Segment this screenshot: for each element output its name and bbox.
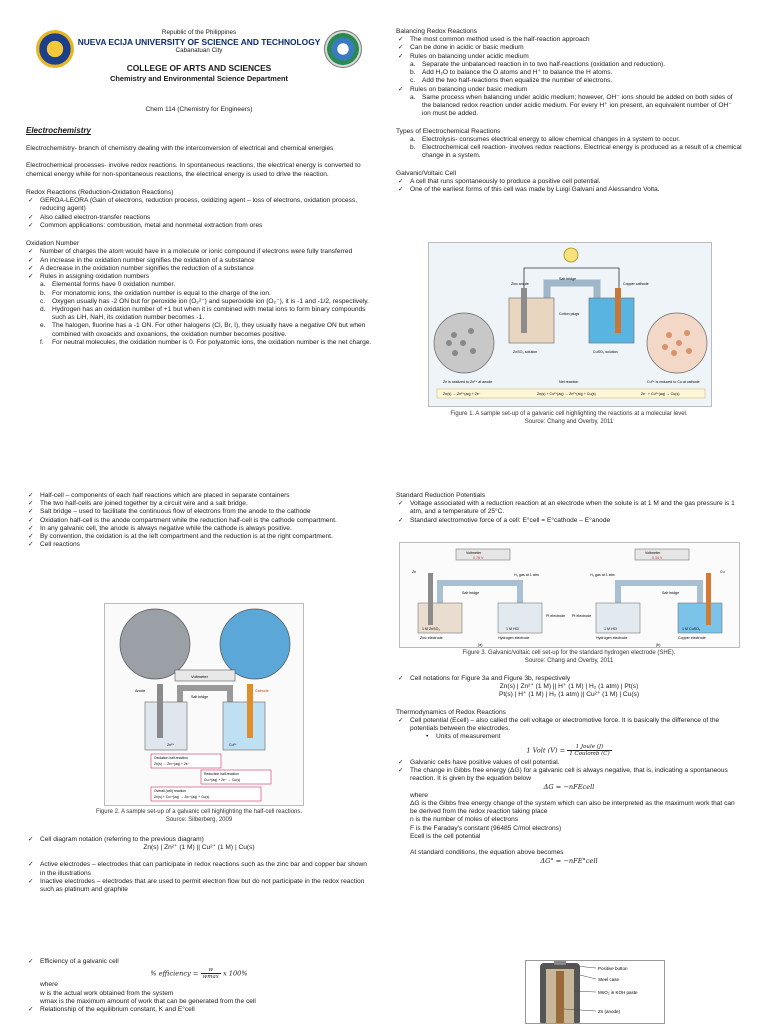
label-zn: Zn [412, 570, 417, 574]
rule-text: For neutral molecules, the oxidation number is 0. For polyatomic ions, the oxidation number is the net charge. [52, 338, 372, 346]
copper-electrode [247, 684, 253, 738]
label-salt-bridge: Salt bridge [559, 277, 577, 281]
label-h2-a: H₂ gas at 1 atm [514, 573, 539, 577]
where-label: where [410, 791, 428, 799]
caption-line: Figure 1. A sample set-up of a galvanic cell highlighting the reactions at a molecular level. [450, 411, 688, 417]
list-item: ✓ Galvanic cells have positive values of cell potential. [396, 759, 742, 767]
list-item: ✓ One of the earliest forms of this cell was made by Luigi Galvani and Alessandro Volta. [396, 186, 742, 194]
volt-fraction [567, 744, 611, 757]
list-item: ✓ A decrease in the oxidation number signifies the reduction of a substance [26, 265, 372, 273]
list-item: ✓ Inactive electrodes – electrodes that are used to permit electron flow but do not participate in the redox reaction such as platinum and graphite [26, 878, 372, 894]
college-name: COLLEGE OF ARTS AND SCIENCES [126, 63, 272, 74]
republic-line: Republic of the Philippines [161, 29, 237, 36]
figure-3-illustration [400, 543, 740, 648]
right-column-notations [396, 675, 742, 866]
rule-text: Elemental forms have 0 oxidation number. [52, 281, 176, 289]
leader-line [580, 975, 596, 979]
label-net-reaction: Net reaction [559, 380, 579, 384]
hydrogen-beaker-b [596, 603, 640, 633]
list-item: ✓ Voltage associated with a reduction reaction at an electrode when the solute is at 1 M and the gas pressure is 1 atm, and a temperature of 25°C. [396, 500, 742, 516]
rule-letter: a. [40, 281, 46, 289]
e-definition: Ecell is the cell potential [410, 832, 481, 840]
label-panel-a: (a) [478, 643, 483, 647]
list-item: ✓ Also called electron-transfer reactions [26, 214, 372, 222]
label-copper-electrode: Copper electrode [678, 636, 706, 640]
label-zn-oxidized: Zn is oxidized to Zn²⁺ at anode [443, 380, 493, 384]
cell-notation-b: Pt(s) | H⁺ (1 M) | H₂ (1 atm) || Cu²⁺ (1 M) | Cu(s) [498, 691, 640, 699]
list-item: ✓ Rules on balancing under basic medium [396, 86, 742, 94]
voltage-a: 0.76 V [473, 556, 484, 560]
label-overall: Overall (cell) reaction [154, 789, 187, 793]
efficiency-fraction [201, 967, 221, 980]
list-item: ✓ Relationship of the equilibrium constant, K and E°cell [26, 1006, 372, 1014]
label-panel-b: (b) [656, 643, 661, 647]
delta-g-definition: ΔG is the Gibbs free energy change of the system which can also be interpreted as the maximum work that can be derived from the redox reaction taking place [410, 799, 735, 816]
zinc-electrode [521, 288, 527, 333]
cathode-molecular-view [220, 609, 290, 679]
standard-gibbs-equation: ΔG° = −nFE°cell [540, 857, 598, 866]
copper-electrode [615, 288, 621, 333]
label-hcl-a: 1 M HCl [506, 627, 519, 631]
label-salt-bridge-a: Salt bridge [462, 591, 480, 595]
where-label: where [40, 981, 58, 989]
label-cathode: Cathode [255, 689, 269, 693]
rule-item [396, 77, 742, 85]
label-salt-bridge-b: Salt bridge [662, 591, 680, 595]
w-definition: w is the actual work obtained from the system [40, 989, 174, 997]
efficiency-left: % efficiency = [150, 969, 199, 978]
rule-letter: a. [410, 60, 416, 68]
cell-notation: Zn(s) | Zn²⁺ (1 M) || Cu²⁺ (1 M) | Cu(s) [143, 844, 255, 852]
university-name: NUEVA ECIJA UNIVERSITY OF SCIENCE AND TECHNOLOGY [77, 36, 321, 47]
voltage-b: 0.34 V [652, 556, 663, 560]
net-equation: Zn(s) + Cu²⁺(aq) → Zn²⁺(aq) + Cu(s) [537, 392, 596, 396]
efficiency-equation [26, 967, 372, 980]
list-item: ✓ Oxidation half-cell is the anode compartment while the reduction half-cell is the cathode compartment. [26, 517, 372, 525]
left-beaker [509, 298, 554, 343]
list-item: ✓ In any galvanic cell, the anode is always negative while the cathode is always positive. [26, 525, 372, 533]
efficiency-numerator: w [201, 967, 221, 974]
rule-letter: c. [410, 77, 416, 85]
caption-source: Source: Silberberg, 2009 [165, 816, 233, 823]
label-reduction-half: Reduction half-reaction [204, 772, 239, 776]
figure-1-illustration [429, 243, 712, 407]
rule-item [26, 322, 372, 338]
label-cu-reduced: Cu²⁺ is reduced to Cu at cathode [647, 380, 700, 384]
anode-molecular-view [120, 609, 190, 679]
course-title: Chem 114 (Chemistry for Engineers) [145, 106, 253, 113]
list-item: ✓ An increase in the oxidation number signifies the oxidation of a substance [26, 257, 372, 265]
list-item: ✓ By convention, the oxidation is at the left compartment and the reduction is at the right compartment. [26, 533, 372, 541]
right-beaker [589, 298, 634, 343]
right-column-top [396, 28, 742, 194]
department-name: Chemistry and Environmental Science Department [110, 73, 288, 83]
zinc-anode [556, 971, 564, 1024]
rule-text: Add the two half-reactions then equalize the number of electrons. [422, 77, 613, 85]
list-item: ✓ The two half-cells are joined together by a circuit wire and a salt bridge. [26, 500, 372, 508]
label-cu: Cu [720, 570, 725, 574]
copper-electrode [706, 573, 711, 625]
college-seal-logo [324, 30, 362, 68]
label-voltmeter-a: Voltmeter [466, 551, 482, 555]
figure-2-half-cells [104, 603, 304, 806]
label-positive-button: Positive button [598, 966, 628, 971]
rule-text: Electrochemical cell reaction- involves redox reactions. Electrical energy is produced as a result of a chemical change in a system. [422, 144, 742, 160]
n-definition: n is the number of moles of electrons [410, 816, 519, 824]
rule-text: Same process when balancing under acidic medium; however, OH⁻ ions should be added on both sides of the balanced redox reaction under acidic medium. For every H⁺ ion present, an equivalent number of OH⁻ ion must be added. [422, 93, 733, 118]
list-item: ✓ Common applications: combustion, metal and nonmetal extraction from ores [26, 222, 372, 230]
rule-item [396, 69, 742, 77]
anode-beaker [145, 702, 187, 750]
cell-notation-a: Zn(s) | Zn²⁺ (1 M) || H⁺ (1 M) | H₂ (1 atm) | Pt(s) [499, 683, 639, 691]
left-column-middle [26, 492, 372, 550]
label-zinc-anode: Zinc anode [511, 282, 529, 286]
caption-source: Source: Chang and Overby, 2011 [524, 418, 614, 425]
list-item: ✓ Salt bridge – used to facilitate the continuous flow of electrons from the anode to the cathode [26, 508, 372, 516]
list-item: ✓ The change in Gibbs free energy (ΔG) for a galvanic cell is always negative, that is, indicating a spontaneous reaction. It is given by the equation below [396, 767, 742, 783]
university-seal-logo [36, 30, 74, 68]
list-item: ✓ Cell reactions [26, 541, 372, 549]
volt-numerator: 1 Joule (J) [567, 744, 611, 751]
figure-1-galvanic-cell [428, 242, 712, 407]
list-item: ✓ Half-cell – components of each half reactions which are placed in separate containers [26, 492, 372, 500]
srp-heading: Standard Reduction Potentials [396, 492, 486, 499]
label-mno2: MnO₂ in KOH paste [598, 990, 638, 995]
label-anode: Anode [135, 689, 146, 693]
caption-source: Source: Chang and Overby, 2011 [524, 657, 614, 664]
list-item: ✓ Rules on balancing under acidic medium [396, 53, 742, 61]
city-line: Cabanatuan City [175, 47, 223, 55]
types-heading: Types of Electrochemical Reactions [396, 127, 501, 135]
rule-letter: b. [40, 289, 46, 297]
left-column-top [26, 106, 372, 347]
label-zinc-electrode: Zinc electrode [420, 636, 443, 640]
battery-illustration [526, 961, 665, 1024]
caption-line: Figure 3. Galvanic/voltaic cell set-up for the standard hydrogen electrode (SHE). [462, 650, 676, 656]
gibbs-equation: ΔG = −nFEcell [543, 783, 595, 792]
figure-2-illustration [105, 604, 304, 806]
left-column-bottom [26, 958, 372, 1014]
label-zn-anode: Zn (anode) [598, 1009, 621, 1014]
left-column-notation [26, 836, 372, 894]
standard-conditions: At standard conditions, the equation above becomes [410, 849, 564, 857]
label-h2-b: H₂ gas at 1 atm [590, 573, 615, 577]
section-title-electrochemistry: Electrochemistry [26, 126, 91, 136]
rule-letter: b. [410, 144, 416, 152]
reduction-equation: Cu²⁺(aq) + 2e⁻ → Cu(s) [204, 778, 241, 782]
rule-text: The halogen, fluorine has a -1 ON. For other halogens (Cl, Br, I), they usually have a negative ON but when combined with oxoacids and oxoanions, the oxidation number becomes positive. [52, 322, 366, 338]
rule-text: Oxygen usually has -2 ON but for peroxide ion (O₂²⁻) and superoxide ion (O₂⁻), it is -1 and -1/2, respectively. [52, 297, 369, 305]
hydrogen-beaker-a [498, 603, 542, 633]
right-half-equation: 2e⁻ + Cu²⁺(aq) → Cu(s) [641, 392, 680, 396]
rule-letter: a. [410, 93, 416, 101]
efficiency-right: x 100% [222, 969, 248, 978]
rule-text: Electrolysis- consumes electrical energy to allow chemical changes in a system to occur. [422, 135, 680, 143]
rule-letter: f. [40, 338, 44, 346]
label-salt-bridge: Salt bridge [191, 695, 209, 699]
label-copper-cathode: Copper cathode [623, 282, 649, 286]
battery-figure [525, 960, 665, 1024]
label-oxidation-half: Oxidation half-reaction [154, 756, 188, 760]
list-item: ✓ The most common method used is the half-reaction approach [396, 36, 742, 44]
list-item: ✓ A cell that runs spontaneously to produce a positive cell potential. [396, 178, 742, 186]
oxidation-number-heading: Oxidation Number [26, 240, 80, 248]
rule-letter: c. [40, 297, 46, 305]
list-item: ✓ Rules in assigning oxidation numbers [26, 273, 372, 281]
label-cotton-plugs: Cotton plugs [559, 312, 580, 316]
left-half-equation: Zn(s) → Zn²⁺(aq) + 2e⁻ [443, 392, 481, 396]
list-item: ✓ Efficiency of a galvanic cell [26, 958, 372, 966]
list-item: ✓ Cell potential (Ecell) – also called the cell voltage or electromotive force. It is basically the difference of the potentials between the electrodes. [396, 717, 742, 733]
rule-item [26, 298, 372, 306]
bulb-icon [564, 248, 578, 262]
label-voltmeter: Voltmeter [191, 674, 208, 679]
label-cuso4: 1 M CuSO₄ [682, 627, 701, 631]
label-hydrogen-electrode-a: Hydrogen electrode [498, 636, 530, 640]
zinc-electrode [157, 684, 163, 738]
rule-item [26, 290, 372, 298]
rule-letter: a. [410, 135, 416, 143]
rule-letter: d. [40, 305, 46, 313]
label-cu-ion: Cu²⁺ [229, 743, 237, 747]
figure-3-she [399, 542, 740, 648]
wmax-definition: wmax is the maximum amount of work that can be generated from the cell [40, 997, 256, 1005]
list-item: ✓ Standard electromotive force of a cell: E°cell = E°cathode – E°anode [396, 517, 742, 525]
label-zn-ion: Zn²⁺ [167, 743, 175, 747]
volt-equation [396, 744, 742, 757]
galvanic-heading: Galvanic/Voltaic Cell [396, 169, 457, 177]
list-item: ✓ Can be done in acidic or basic medium [396, 44, 742, 52]
paragraph: Electrochemical processes- involve redox reactions. In spontaneous reactions, the electrical energy is converted to chemical energy while for non-spontaneous reactions, the electrical energy is used to drive the reaction. [26, 162, 361, 178]
rule-item [26, 339, 372, 347]
balancing-heading: Balancing Redox Reactions [396, 28, 478, 35]
list-item: ✓ GEROA-LEORA (Gain of electrons, reduction process, oxidizing agent – loss of electrons, oxidation process, reducing agent) [26, 197, 372, 213]
rule-item [26, 281, 372, 289]
list-item: • Units of measurement [396, 733, 742, 741]
list-item: ✓ Cell notations for Figure 3a and Figure 3b, respectively [396, 675, 742, 683]
figure-1-caption [396, 411, 742, 426]
rule-item [396, 136, 742, 144]
right-column-middle [396, 492, 742, 525]
rule-letter: e. [40, 322, 46, 330]
label-voltmeter-b: Voltmeter [645, 551, 661, 555]
positive-button [554, 961, 566, 965]
label-pt-a: Pt electrode [546, 614, 566, 618]
rule-item [396, 94, 742, 119]
page-header [26, 24, 372, 94]
label-znso4: ZnSO₄ solution [513, 350, 538, 354]
rule-text: For monatomic ions, the oxidation number is equal to the charge of the ion. [52, 289, 271, 297]
rule-text: Hydrogen has an oxidation number of +1 but when it is combined with metal ions to form binary compounds such as LiH, NaH, its oxidation number becomes -1. [52, 305, 366, 322]
rule-text: Separate the unbalanced reaction in to two half-reactions (oxidation and reduction). [422, 60, 666, 68]
label-hydrogen-electrode-b: Hydrogen electrode [596, 636, 628, 640]
label-znso4: 1 M ZnSO₄ [422, 627, 440, 631]
rule-item [396, 144, 742, 160]
label-hcl-b: 1 M HCl [604, 627, 617, 631]
list-item: ✓ Active electrodes – electrodes that can participate in redox reactions such as the zinc bar and copper bar shown in the illustrations [26, 861, 372, 877]
f-definition: F is the Faraday's constant (96485 C/mol electrons) [410, 824, 562, 832]
efficiency-denominator: wmax [202, 974, 219, 981]
label-cuso4: CuSO₄ solution [593, 350, 618, 354]
paragraph: Electrochemistry- branch of chemistry dealing with the interconversion of electrical and chemical energies [26, 145, 334, 153]
rule-text: Add H₂O to balance the O atoms and H⁺ to balance the H atoms. [422, 69, 613, 77]
rule-letter: b. [410, 69, 416, 77]
list-item: ✓ Number of charges the atom would have in a molecule or ionic compound if electrons were fully transferred [26, 248, 372, 256]
caption-line: Figure 2. A sample set-up of a galvanic cell highlighting the half-cell reactions. [95, 809, 303, 815]
thermo-heading: Thermodynamics of Redox Reactions [396, 708, 506, 716]
label-pt-b: Pt electrode [572, 614, 592, 618]
list-item: ✓ Cell diagram notation (referring to the previous diagram) [26, 836, 372, 844]
oxidation-equation: Zn(s) → Zn²⁺(aq) + 2e⁻ [154, 762, 190, 766]
figure-3-caption [396, 650, 742, 665]
figure-2-caption [26, 809, 372, 824]
label-steel-case: Steel case [598, 977, 620, 982]
overall-equation: Zn(s) + Cu²⁺(aq) → Zn²⁺(aq) + Cu(s) [154, 795, 210, 799]
redox-heading: Redox Reactions (Reduction-Oxidation Reactions) [26, 188, 174, 196]
volt-equation-left: 1 Volt (V) = [526, 746, 566, 755]
volt-denominator: 1 Coulomb (C) [569, 750, 610, 757]
rule-item [396, 61, 742, 69]
zinc-electrode [428, 573, 433, 625]
rule-item [26, 306, 372, 322]
